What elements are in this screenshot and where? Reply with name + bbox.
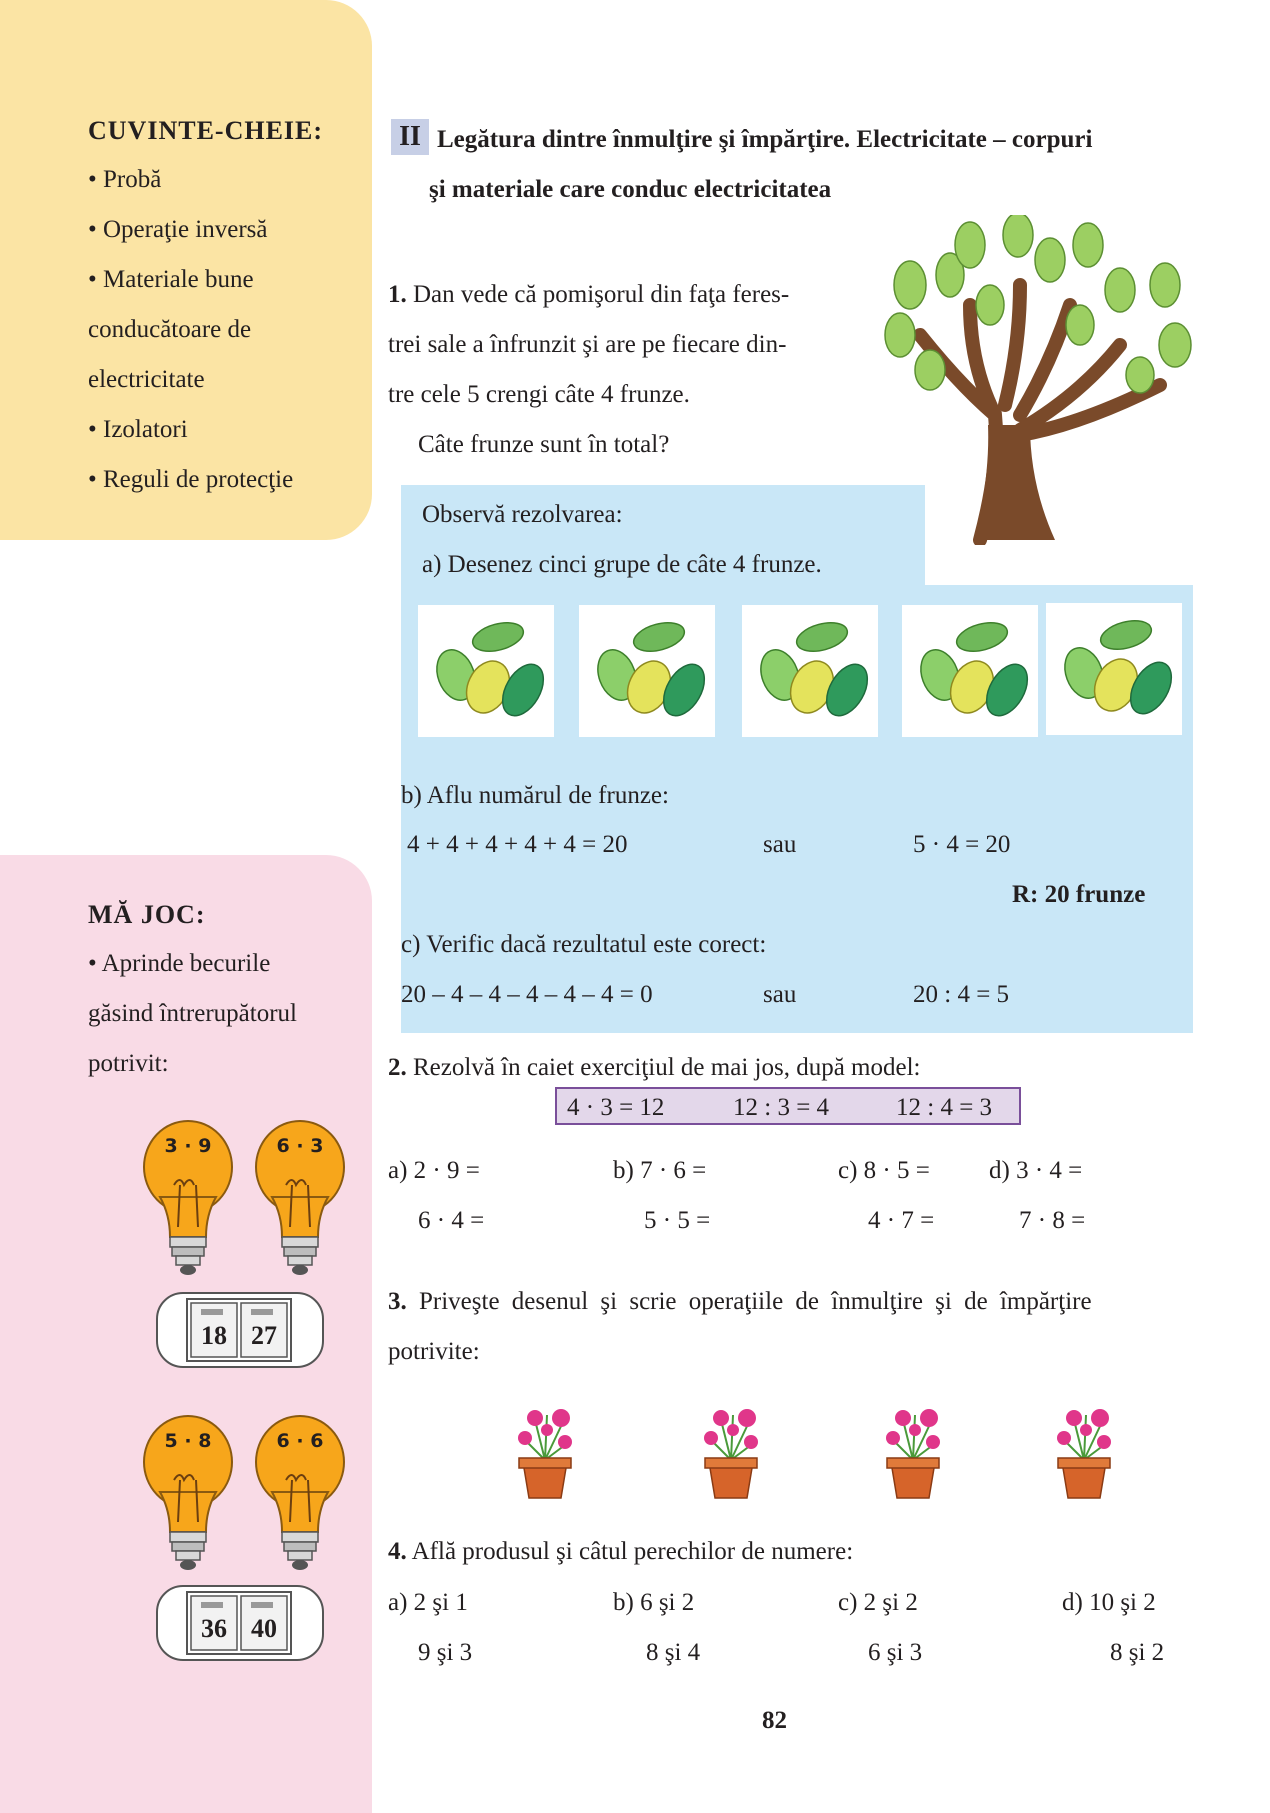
- switch-right-number: 40: [251, 1614, 277, 1643]
- bulb-label: 6 · 3: [276, 1135, 324, 1157]
- ex1-question: Câte frunze sunt în total?: [418, 431, 670, 458]
- ex4-item: a) 2 şi 1: [388, 1589, 468, 1616]
- ex4-item: d) 10 şi 2: [1062, 1589, 1156, 1616]
- model-item: 12 : 3 = 4: [733, 1094, 830, 1121]
- light-bulb-icon[interactable]: [252, 1115, 348, 1280]
- light-bulb-icon[interactable]: [140, 1410, 236, 1575]
- quotient-expression: 20 : 4 = 5: [913, 981, 1010, 1008]
- switch-icon[interactable]: [155, 1578, 325, 1668]
- step-a: a) Desenez cinci grupe de câte 4 frunze.: [422, 551, 822, 578]
- ex4-item: 8 şi 2: [1110, 1639, 1165, 1666]
- light-bulb-icon[interactable]: [252, 1410, 348, 1575]
- keyword-item: • Izolatori: [88, 416, 188, 443]
- ex4-item: 6 şi 3: [868, 1639, 923, 1666]
- keywords-title: CUVINTE-CHEIE:: [88, 116, 324, 145]
- page-number: 82: [762, 1707, 787, 1734]
- lesson-title-line1: Legătura dintre înmulţire şi împărţire. Electricitate – corpuri: [437, 126, 1093, 153]
- ex4-item: b) 6 şi 2: [613, 1589, 695, 1616]
- bulb-label: 5 · 8: [164, 1430, 212, 1452]
- ex2-item: c) 8 · 5 =: [838, 1157, 930, 1184]
- switch-icon[interactable]: [155, 1285, 325, 1375]
- ex2-item: 5 · 5 =: [644, 1207, 711, 1234]
- keyword-item: electricitate: [88, 366, 205, 393]
- game-line: găsind întrerupătorul: [88, 1000, 297, 1027]
- step-c: c) Verific dacă rezultatul este corect:: [401, 931, 767, 958]
- leaf-group-icon: [579, 605, 715, 737]
- ex2-item: b) 7 · 6 =: [613, 1157, 707, 1184]
- leaf-group-icon: [902, 605, 1038, 737]
- switch-left-number: 18: [201, 1321, 227, 1350]
- switch-right-number: 27: [251, 1321, 277, 1350]
- switch-left-number: 36: [201, 1614, 227, 1643]
- keyword-item: • Operaţie inversă: [88, 216, 268, 243]
- ex1-line: tre cele 5 crengi câte 4 frunze.: [388, 381, 690, 408]
- ex3-line: 3. Priveşte desenul şi scrie operaţiile de înmulţire şi de împărţire: [388, 1288, 1092, 1315]
- product-expression: 5 · 4 = 20: [913, 831, 1011, 858]
- ex3-line: potrivite:: [388, 1338, 480, 1365]
- lesson-title-line2: şi materiale care conduc electricitatea: [429, 176, 832, 203]
- flower-pot-icon: [873, 1390, 953, 1502]
- ex4-item: c) 2 şi 2: [838, 1589, 918, 1616]
- step-b: b) Aflu numărul de frunze:: [401, 782, 669, 809]
- answer-label: R: 20 frunze: [1012, 881, 1146, 908]
- ex4-item: 9 şi 3: [418, 1639, 473, 1666]
- ex2-item: 6 · 4 =: [418, 1207, 485, 1234]
- game-title: MĂ JOC:: [88, 900, 206, 929]
- ex3-number: 3.: [388, 1288, 407, 1315]
- model-item: 4 · 3 = 12: [567, 1094, 665, 1121]
- keyword-item: • Materiale bune: [88, 266, 254, 293]
- ex4-text: 4. Află produsul şi câtul perechilor de numere:: [388, 1538, 854, 1565]
- ex4-number: 4.: [388, 1538, 407, 1565]
- or-label: sau: [763, 981, 797, 1008]
- ex2-item: a) 2 · 9 =: [388, 1157, 480, 1184]
- game-line: • Aprinde becurile: [88, 950, 271, 977]
- ex2-item: d) 3 · 4 =: [989, 1157, 1083, 1184]
- leaf-group-icon: [1046, 603, 1182, 735]
- leaf-group-icon: [742, 605, 878, 737]
- flower-pot-icon: [1044, 1390, 1124, 1502]
- bulb-label: 3 · 9: [164, 1135, 212, 1157]
- ex2-item: 4 · 7 =: [868, 1207, 935, 1234]
- sum-expression: 4 + 4 + 4 + 4 + 4 = 20: [407, 831, 628, 858]
- ex2-item: 7 · 8 =: [1019, 1207, 1086, 1234]
- ex2-text: 2. Rezolvă în caiet exerciţiul de mai jos, după model:: [388, 1054, 921, 1081]
- ex1-line: 1. Dan vede că pomişorul din faţa feres-: [388, 281, 790, 308]
- observe-label: Observă rezolvarea:: [422, 501, 623, 528]
- flower-pot-icon: [505, 1390, 585, 1502]
- model-item: 12 : 4 = 3: [896, 1094, 993, 1121]
- or-label: sau: [763, 831, 797, 858]
- difference-expression: 20 – 4 – 4 – 4 – 4 – 4 = 0: [401, 981, 653, 1008]
- section-badge: II: [391, 119, 429, 155]
- bulb-label: 6 · 6: [276, 1430, 324, 1452]
- ex1-line: trei sale a înfrunzit şi are pe fiecare din-: [388, 331, 787, 358]
- keyword-item: conducătoare de: [88, 316, 252, 343]
- ex4-item: 8 şi 4: [646, 1639, 701, 1666]
- ex1-number: 1.: [388, 281, 407, 308]
- light-bulb-icon[interactable]: [140, 1115, 236, 1280]
- game-line: potrivit:: [88, 1050, 169, 1077]
- flower-pot-icon: [691, 1390, 771, 1502]
- keyword-item: • Reguli de protecţie: [88, 466, 294, 493]
- keyword-item: • Probă: [88, 166, 162, 193]
- leaf-group-icon: [418, 605, 554, 737]
- ex2-number: 2.: [388, 1054, 407, 1081]
